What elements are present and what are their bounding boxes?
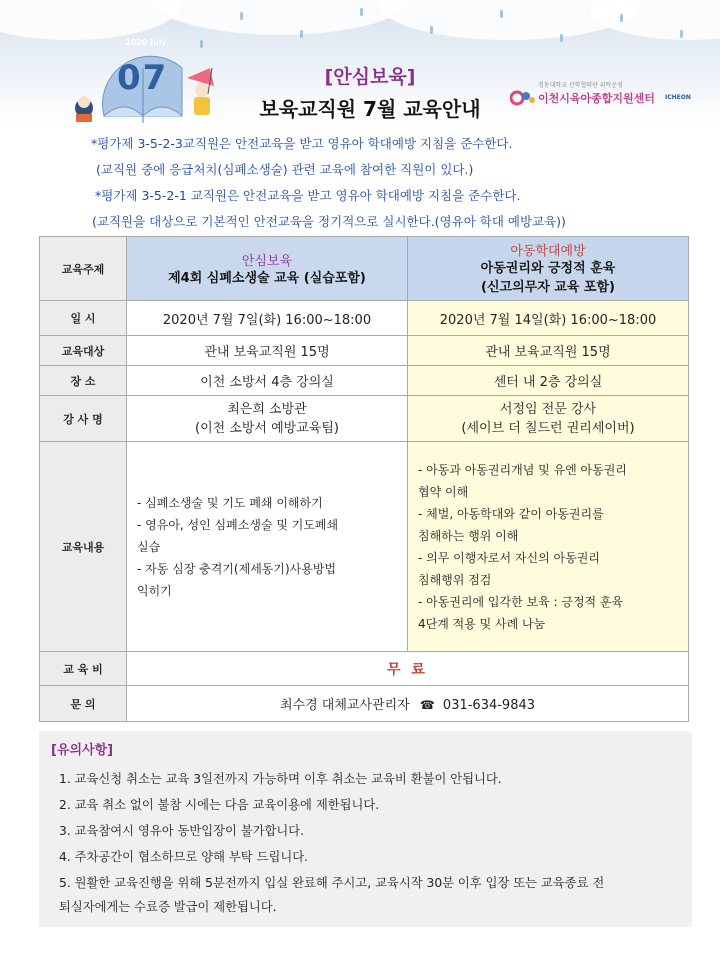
row-label-date: 일 시 — [40, 301, 127, 336]
notes-title: [유의사항] — [51, 743, 114, 758]
center-logo-icon — [510, 88, 536, 108]
contact-phone: 031-634-9843 — [442, 698, 536, 713]
content-item: - 체벌, 아동학대와 같이 아동권리를 — [418, 506, 604, 521]
note-item: 퇴실자에게는 수료증 발급이 제한됩니다. — [59, 900, 277, 914]
content-item: 익히기 — [137, 583, 172, 598]
content-list — [408, 459, 688, 635]
table-row-place — [40, 366, 689, 396]
title-block — [220, 62, 520, 122]
education-info-table — [39, 236, 689, 722]
target-cell: 관내 보육교직원 15명 — [408, 336, 689, 366]
table-row-content — [40, 442, 689, 652]
intro-line: *평가제 3-5-2-3교직원은 안전교육을 받고 영유아 학대예방 지침을 준수한다. — [91, 136, 513, 151]
table-row-contact — [40, 686, 689, 722]
logo-caption: 경동대학교 산학협력단 위탁운영 — [538, 82, 623, 89]
logo-name: 이천시육아종합지원센터 — [538, 92, 655, 105]
content-item: 침해행위 점검 — [418, 572, 492, 587]
lecturer-cell — [408, 396, 689, 442]
fee-cell — [127, 652, 689, 686]
table-row-lecturer — [40, 396, 689, 442]
lecturer-affiliation: (세이브 더 칠드런 권리세이버) — [461, 420, 635, 436]
note-item: 2. 교육 취소 없이 불참 시에는 다음 교육이용에 제한됩니다. — [59, 798, 380, 812]
lecturer-name: 최은희 소방관 — [227, 401, 307, 417]
note-item: 5. 원활한 교육진행을 위해 5분전까지 입실 완료해 주시고, 교육시작 30분 이후 입장 또는 교육종료 전 — [59, 876, 605, 890]
content-item: - 영유아, 성인 심폐소생술 및 기도폐쇄 — [137, 517, 339, 532]
topic-category: 아동학대예방 — [510, 244, 586, 259]
logo-icheon: ICHEON — [665, 94, 691, 101]
fee-value: 무 료 — [387, 661, 428, 678]
contact-person: 최수경 대체교사관리자 — [279, 698, 410, 713]
page-title: 보육교직원 7월 교육안내 — [259, 97, 481, 121]
intro-line: (교직원 중에 응급처치(심폐소생술) 관련 교육에 참여한 직원이 있다.) — [96, 162, 474, 177]
phone-icon: ☎ — [419, 698, 435, 712]
raindrop-icon — [430, 26, 433, 34]
lecturer-affiliation: (이천 소방서 예방교육팀) — [195, 420, 339, 436]
table-row-target — [40, 336, 689, 366]
content-item: - 심폐소생술 및 기도 폐쇄 이해하기 — [137, 495, 323, 510]
topic-title: 제4회 심폐소생술 교육 (실습포함) — [168, 270, 366, 286]
raindrop-icon — [680, 30, 683, 38]
cloud-decoration — [590, 0, 720, 40]
row-label-topic: 교육주제 — [40, 237, 127, 301]
table-row-topic — [40, 237, 689, 301]
row-label-contact: 문 의 — [40, 686, 127, 722]
center-logo — [510, 80, 690, 112]
intro-line: (교직원을 대상으로 기본적인 안전교육을 정기적으로 실시한다.(영유아 학대 예방교육)) — [92, 214, 566, 229]
content-item: - 자동 심장 충격기(제세동기)사용방법 — [137, 561, 337, 576]
badge-year: 2020 July — [125, 38, 167, 47]
raindrop-icon — [240, 12, 243, 20]
content-list — [127, 492, 407, 602]
raindrop-icon — [500, 10, 503, 18]
header-banner — [0, 0, 720, 125]
table-row-date — [40, 301, 689, 336]
row-label-content: 교육내용 — [40, 442, 127, 652]
content-item: 4단계 적용 및 사례 나눔 — [418, 616, 546, 631]
content-item: 침해하는 행위 이해 — [418, 528, 519, 543]
lecturer-cell — [127, 396, 408, 442]
topic-cell-cpr — [127, 237, 408, 301]
date-cell: 2020년 7월 14일(화) 16:00~18:00 — [408, 301, 689, 336]
note-item: 3. 교육참여시 영유아 동반입장이 불가합니다. — [59, 824, 305, 838]
raindrop-icon — [620, 14, 623, 22]
page-subtitle: [안심보육] — [324, 66, 416, 88]
content-item: 실습 — [137, 539, 161, 554]
row-label-lecturer: 강 사 명 — [40, 396, 127, 442]
content-item: - 의무 이행자로서 자신의 아동권리 — [418, 550, 600, 565]
row-label-target: 교육대상 — [40, 336, 127, 366]
place-cell: 이천 소방서 4층 강의실 — [127, 366, 408, 396]
table-row-fee — [40, 652, 689, 686]
raindrop-icon — [360, 8, 363, 16]
topic-title-note: (신고의무자 교육 포함) — [481, 280, 615, 295]
note-item: 1. 교육신청 취소는 교육 3일전까지 가능하며 이후 취소는 교육비 환불이 안됩니다. — [59, 772, 502, 786]
content-cell — [408, 442, 689, 652]
lecturer-name: 서정임 전문 강사 — [499, 401, 597, 417]
topic-title: 아동권리와 긍정적 훈육 — [480, 261, 616, 276]
intro-line: *평가제 3-5-2-1 교직원은 안전교육을 받고 영유아 학대예방 지침을 준수한다. — [95, 188, 521, 203]
content-item: 협약 이해 — [418, 484, 469, 499]
raindrop-icon — [300, 30, 303, 38]
content-item: - 아동권리에 입각한 보육 : 긍정적 훈육 — [418, 594, 624, 609]
raindrop-icon — [560, 34, 563, 42]
place-cell: 센터 내 2층 강의실 — [408, 366, 689, 396]
note-item: 4. 주차공간이 협소하므로 양해 부탁 드립니다. — [59, 850, 309, 864]
badge-month: 07 — [117, 58, 169, 98]
content-item: - 아동과 아동권리개념 및 유엔 아동권리 — [418, 462, 627, 477]
topic-category: 안심보육 — [241, 253, 293, 269]
notes-box — [39, 731, 692, 927]
content-cell — [127, 442, 408, 652]
row-label-fee: 교 육 비 — [40, 652, 127, 686]
row-label-place: 장 소 — [40, 366, 127, 396]
target-cell: 관내 보육교직원 15명 — [127, 336, 408, 366]
contact-cell — [127, 686, 689, 722]
date-cell: 2020년 7월 7일(화) 16:00~18:00 — [127, 301, 408, 336]
topic-cell-child-rights — [408, 237, 689, 301]
